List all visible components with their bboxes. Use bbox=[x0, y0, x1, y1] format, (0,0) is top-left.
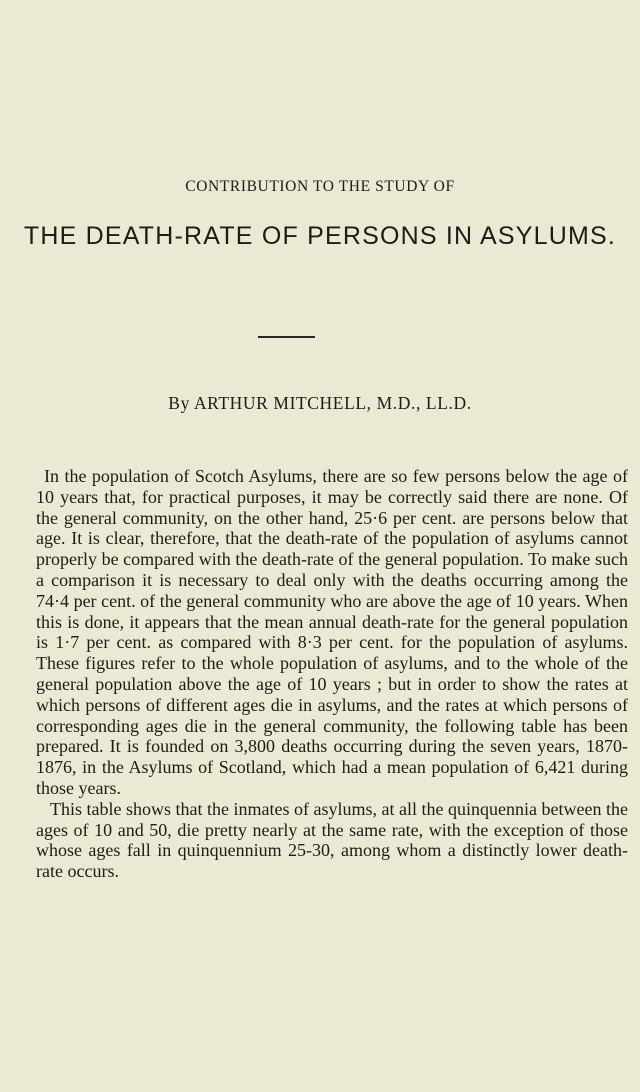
title-divider bbox=[258, 336, 315, 338]
supertitle: CONTRIBUTION TO THE STUDY OF bbox=[185, 178, 455, 195]
paragraph-2: This table shows that the inmates of asylums, at all the quinquennia between the ages of 10 and 50, die pretty nearly at the same rate, with the exception of those whose ages fall in quinquennium 25-30, among whom a distinctly lower death-rate occurs. bbox=[36, 798, 628, 882]
byline-prefix: By bbox=[168, 393, 190, 413]
paragraph-1: In the population of Scotch Asylums, there are so few persons below the age of 10 years that, for practical purposes, it may be correctly said there are none. Of the general community, on the other hand, 25·6 per cent. are persons below that age. It is clear, therefore, that the death-rate of the population of asylums cannot properly be compared with the death-rate of the general population. To make such a comparison it is necessary to deal only with the deaths occurring among the 74·4 per cent. of the general community who are above the age of 10 years. When this is done, it appears that the mean annual death-rate for the general population is 1·7 per cent. as compared with 8·3 per cent. for the population of asylums. These figures refer to the whole population of asylums, and to the whole of the general population above the age of 10 years ; but in order to show the rates at which persons of different ages die in asylums, and the rates at which persons of corresponding ages die in the general community, the following table has been prepared. It is founded on 3,800 deaths occurring during the seven years, 1870-1876, in the Asylums of Scotland, which had a mean population of 6,421 during those years. bbox=[36, 466, 628, 798]
article-body bbox=[36, 466, 628, 882]
byline-author: ARTHUR MITCHELL, M.D., LL.D. bbox=[193, 393, 472, 413]
article-title: THE DEATH-RATE OF PERSONS IN ASYLUMS. bbox=[23, 222, 617, 250]
byline bbox=[0, 393, 640, 414]
